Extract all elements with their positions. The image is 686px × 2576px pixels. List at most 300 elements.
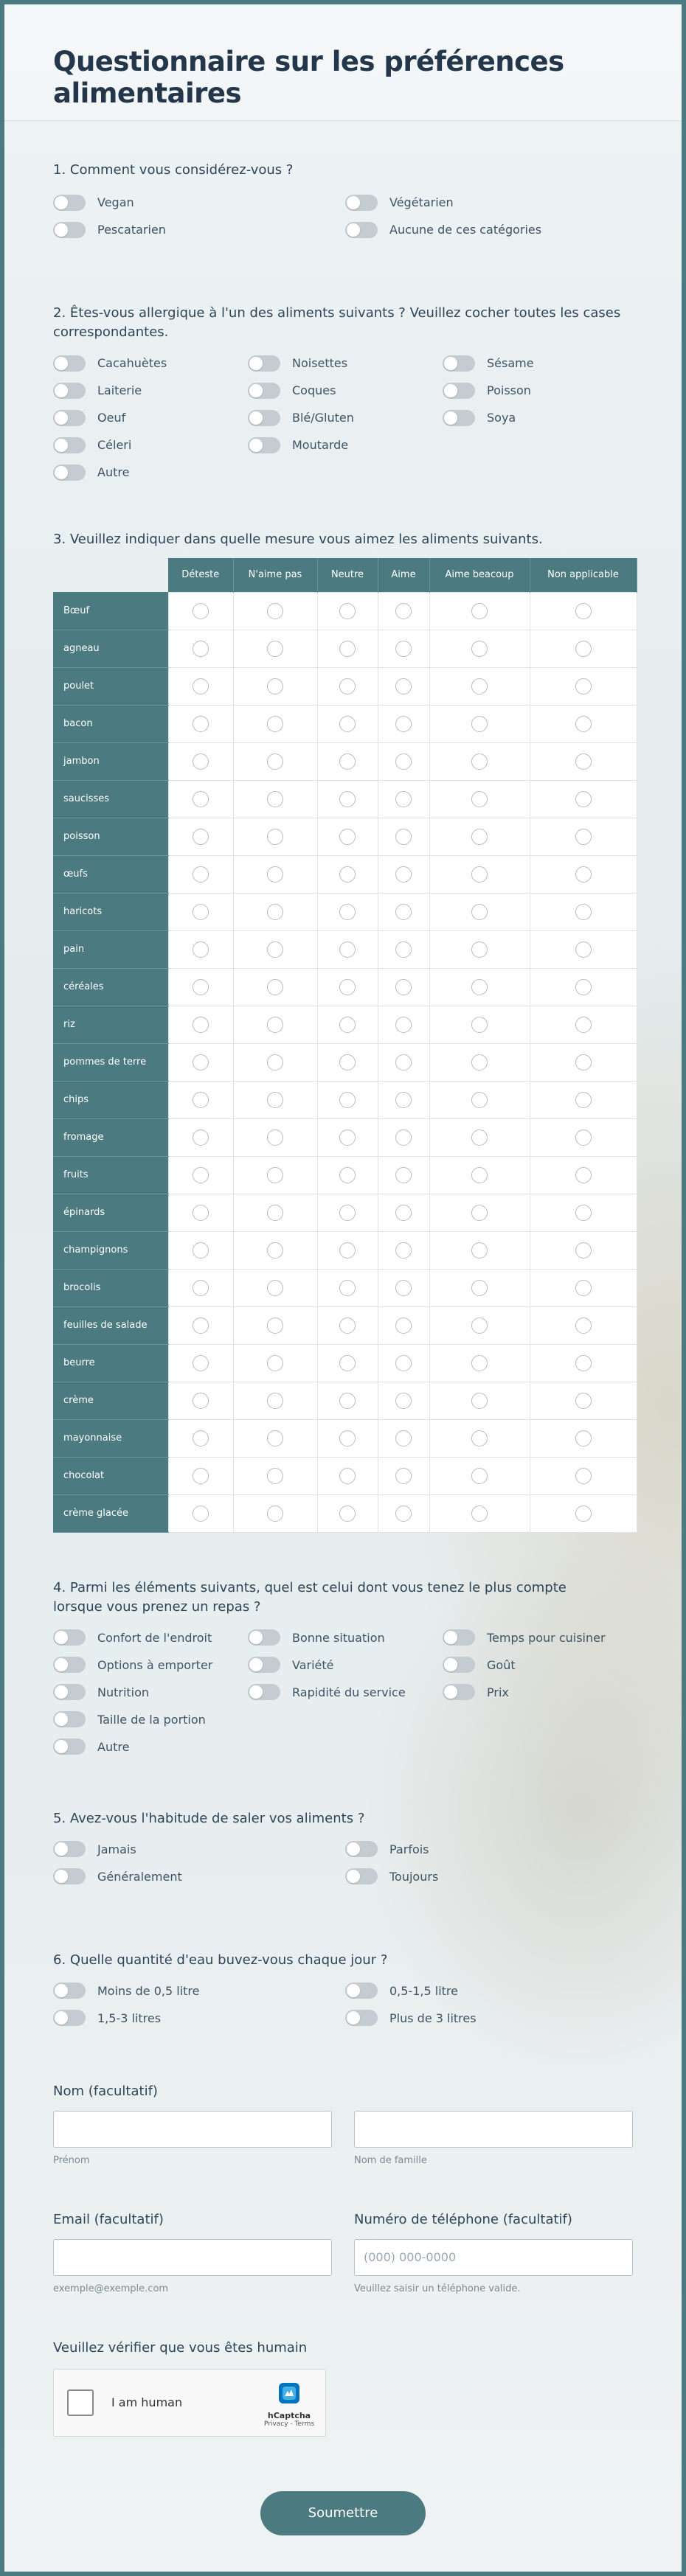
radio-button-icon[interactable] bbox=[471, 1317, 488, 1334]
option-prix[interactable] bbox=[443, 1679, 637, 1706]
radio-button-icon[interactable] bbox=[267, 678, 283, 695]
matrix-cell bbox=[378, 1043, 429, 1081]
matrix-row-label: chips bbox=[53, 1081, 168, 1118]
radio-button-icon[interactable] bbox=[575, 1468, 592, 1484]
radio-button-icon[interactable] bbox=[395, 1355, 412, 1371]
matrix-cell bbox=[168, 1118, 233, 1156]
radio-button-icon[interactable] bbox=[193, 641, 209, 657]
radio-button-icon[interactable] bbox=[339, 1468, 356, 1484]
radio-button-icon[interactable] bbox=[193, 753, 209, 770]
radio-button-icon[interactable] bbox=[575, 1430, 592, 1447]
matrix-cell bbox=[530, 705, 637, 742]
radio-button-icon[interactable] bbox=[575, 1092, 592, 1108]
option-taille-portion[interactable] bbox=[53, 1706, 248, 1733]
radio-button-icon[interactable] bbox=[339, 603, 356, 619]
radio-button-icon[interactable] bbox=[471, 1054, 488, 1071]
radio-button-icon[interactable] bbox=[193, 1205, 209, 1221]
matrix-cell bbox=[233, 1382, 317, 1419]
radio-button-icon[interactable] bbox=[193, 1017, 209, 1033]
matrix-row bbox=[53, 1156, 637, 1194]
matrix-cell bbox=[317, 893, 378, 930]
toggle-switch-icon[interactable] bbox=[443, 1657, 475, 1673]
radio-button-icon[interactable] bbox=[471, 678, 488, 695]
matrix-cell bbox=[233, 705, 317, 742]
email-field[interactable] bbox=[53, 2239, 332, 2276]
radio-button-icon[interactable] bbox=[193, 1242, 209, 1259]
matrix-cell bbox=[233, 1306, 317, 1344]
matrix-header-row bbox=[53, 558, 637, 592]
matrix-cell bbox=[168, 1194, 233, 1231]
radio-button-icon[interactable] bbox=[339, 1505, 356, 1522]
option-oeuf[interactable] bbox=[53, 404, 248, 431]
radio-button-icon[interactable] bbox=[575, 866, 592, 883]
option-plus-3[interactable] bbox=[345, 2005, 637, 2032]
radio-button-icon[interactable] bbox=[575, 1355, 592, 1371]
submit-button[interactable]: Soumettre bbox=[260, 2491, 426, 2535]
option-coques[interactable] bbox=[248, 377, 443, 404]
matrix-cell bbox=[378, 1494, 429, 1532]
radio-button-icon[interactable] bbox=[193, 678, 209, 695]
matrix-cell bbox=[317, 930, 378, 968]
page-title: Questionnaire sur les préférences alimentaires bbox=[53, 46, 564, 109]
radio-button-icon[interactable] bbox=[575, 904, 592, 920]
option-confort[interactable] bbox=[53, 1624, 248, 1651]
matrix-row-label: crème glacée bbox=[53, 1494, 168, 1532]
radio-button-icon[interactable] bbox=[575, 1054, 592, 1071]
matrix-row bbox=[53, 968, 637, 1006]
matrix-cell bbox=[317, 818, 378, 855]
matrix-row bbox=[53, 1043, 637, 1081]
option-parfois[interactable] bbox=[345, 1836, 637, 1863]
first-name-input[interactable] bbox=[53, 2111, 332, 2148]
radio-button-icon[interactable] bbox=[395, 1129, 412, 1146]
radio-button-icon[interactable] bbox=[193, 979, 209, 995]
radio-button-icon[interactable] bbox=[193, 1505, 209, 1522]
matrix-row-label: œufs bbox=[53, 855, 168, 893]
radio-button-icon[interactable] bbox=[575, 829, 592, 845]
toggle-switch-icon[interactable] bbox=[248, 383, 280, 399]
toggle-switch-icon[interactable] bbox=[345, 1868, 378, 1884]
radio-button-icon[interactable] bbox=[193, 1092, 209, 1108]
toggle-switch-icon[interactable] bbox=[53, 1657, 86, 1673]
matrix-cell bbox=[378, 1382, 429, 1419]
radio-button-icon[interactable] bbox=[395, 941, 412, 958]
radio-button-icon[interactable] bbox=[339, 979, 356, 995]
matrix-cell bbox=[317, 1118, 378, 1156]
radio-button-icon[interactable] bbox=[471, 979, 488, 995]
radio-button-icon[interactable] bbox=[575, 1280, 592, 1296]
radio-button-icon[interactable] bbox=[575, 1242, 592, 1259]
toggle-switch-icon[interactable] bbox=[443, 383, 475, 399]
matrix-row bbox=[53, 855, 637, 893]
matrix-cell bbox=[530, 930, 637, 968]
toggle-switch-icon[interactable] bbox=[443, 355, 475, 372]
option-rapidite[interactable] bbox=[248, 1679, 443, 1706]
radio-button-icon[interactable] bbox=[471, 1129, 488, 1146]
option-label: Aucune de ces catégories bbox=[389, 223, 542, 237]
question-label: 6. Quelle quantité d'eau buvez-vous chaque jour ? bbox=[53, 1952, 388, 1968]
matrix-row bbox=[53, 1269, 637, 1306]
radio-button-icon[interactable] bbox=[339, 1317, 356, 1334]
radio-button-icon[interactable] bbox=[193, 791, 209, 807]
toggle-switch-icon[interactable] bbox=[345, 2010, 378, 2026]
radio-button-icon[interactable] bbox=[575, 678, 592, 695]
radio-button-icon[interactable] bbox=[395, 1468, 412, 1484]
radio-button-icon[interactable] bbox=[395, 1393, 412, 1409]
option-jamais[interactable] bbox=[53, 1836, 345, 1863]
radio-button-icon[interactable] bbox=[339, 1242, 356, 1259]
option-aucune[interactable] bbox=[345, 216, 637, 243]
matrix-cell bbox=[168, 855, 233, 893]
option-gout[interactable] bbox=[443, 1651, 637, 1679]
option-autre[interactable] bbox=[53, 1733, 248, 1761]
radio-button-icon[interactable] bbox=[339, 1205, 356, 1221]
matrix-column-header: N'aime pas bbox=[233, 558, 317, 592]
option-vegan[interactable] bbox=[53, 189, 345, 216]
radio-button-icon[interactable] bbox=[267, 1505, 283, 1522]
matrix-corner bbox=[53, 558, 168, 592]
radio-button-icon[interactable] bbox=[575, 1129, 592, 1146]
radio-button-icon[interactable] bbox=[267, 1355, 283, 1371]
radio-button-icon[interactable] bbox=[339, 1092, 356, 1108]
matrix-cell bbox=[378, 630, 429, 667]
radio-button-icon[interactable] bbox=[471, 866, 488, 883]
radio-button-icon[interactable] bbox=[395, 753, 412, 770]
radio-button-icon[interactable] bbox=[471, 1393, 488, 1409]
radio-button-icon[interactable] bbox=[471, 904, 488, 920]
toggle-switch-icon[interactable] bbox=[53, 1841, 86, 1857]
matrix-cell bbox=[378, 1156, 429, 1194]
radio-button-icon[interactable] bbox=[575, 941, 592, 958]
radio-button-icon[interactable] bbox=[471, 941, 488, 958]
matrix-cell bbox=[168, 1344, 233, 1382]
matrix-cell bbox=[530, 1344, 637, 1382]
matrix-row bbox=[53, 1419, 637, 1457]
matrix-row bbox=[53, 667, 637, 705]
matrix-cell bbox=[530, 667, 637, 705]
radio-button-icon[interactable] bbox=[339, 1393, 356, 1409]
radio-button-icon[interactable] bbox=[395, 1092, 412, 1108]
radio-button-icon[interactable] bbox=[267, 791, 283, 807]
captcha-links[interactable]: Privacy - Terms bbox=[263, 2420, 315, 2428]
radio-button-icon[interactable] bbox=[471, 1242, 488, 1259]
radio-button-icon[interactable] bbox=[267, 753, 283, 770]
radio-button-icon[interactable] bbox=[267, 1242, 283, 1259]
toggle-switch-icon[interactable] bbox=[443, 1629, 475, 1646]
toggle-switch-icon[interactable] bbox=[53, 1983, 86, 1999]
radio-button-icon[interactable] bbox=[339, 678, 356, 695]
radio-button-icon[interactable] bbox=[193, 829, 209, 845]
radio-button-icon[interactable] bbox=[193, 1317, 209, 1334]
option-bonne-situation[interactable] bbox=[248, 1624, 443, 1651]
radio-button-icon[interactable] bbox=[395, 678, 412, 695]
toggle-switch-icon[interactable] bbox=[443, 1684, 475, 1700]
radio-button-icon[interactable] bbox=[395, 979, 412, 995]
radio-button-icon[interactable] bbox=[339, 1167, 356, 1183]
matrix-cell bbox=[378, 1231, 429, 1269]
matrix-cell bbox=[233, 1043, 317, 1081]
captcha-checkbox[interactable] bbox=[67, 2389, 94, 2416]
matrix-cell bbox=[429, 1043, 530, 1081]
option-soya[interactable] bbox=[443, 404, 637, 431]
toggle-switch-icon[interactable] bbox=[53, 410, 86, 426]
radio-button-icon[interactable] bbox=[471, 641, 488, 657]
radio-button-icon[interactable] bbox=[395, 1242, 412, 1259]
radio-button-icon[interactable] bbox=[267, 904, 283, 920]
radio-button-icon[interactable] bbox=[267, 716, 283, 732]
radio-button-icon[interactable] bbox=[339, 716, 356, 732]
radio-button-icon[interactable] bbox=[395, 1017, 412, 1033]
toggle-switch-icon[interactable] bbox=[248, 355, 280, 372]
matrix-cell bbox=[168, 780, 233, 818]
radio-button-icon[interactable] bbox=[471, 1280, 488, 1296]
radio-button-icon[interactable] bbox=[471, 1167, 488, 1183]
radio-button-icon[interactable] bbox=[471, 1430, 488, 1447]
radio-button-icon[interactable] bbox=[395, 1054, 412, 1071]
radio-button-icon[interactable] bbox=[339, 1054, 356, 1071]
radio-button-icon[interactable] bbox=[471, 1017, 488, 1033]
toggle-switch-icon[interactable] bbox=[53, 1868, 86, 1884]
radio-button-icon[interactable] bbox=[339, 866, 356, 883]
radio-button-icon[interactable] bbox=[193, 1167, 209, 1183]
radio-button-icon[interactable] bbox=[193, 904, 209, 920]
radio-button-icon[interactable] bbox=[193, 1054, 209, 1071]
toggle-switch-icon[interactable] bbox=[248, 1684, 280, 1700]
radio-button-icon[interactable] bbox=[267, 829, 283, 845]
radio-button-icon[interactable] bbox=[575, 1505, 592, 1522]
option-temps-cuisiner[interactable] bbox=[443, 1624, 637, 1651]
toggle-switch-icon[interactable] bbox=[53, 1629, 86, 1646]
radio-button-icon[interactable] bbox=[395, 603, 412, 619]
radio-button-icon[interactable] bbox=[575, 1393, 592, 1409]
matrix-cell bbox=[530, 1231, 637, 1269]
option-label: Laiterie bbox=[97, 383, 142, 397]
matrix-cell bbox=[233, 1419, 317, 1457]
toggle-switch-icon[interactable] bbox=[248, 410, 280, 426]
toggle-switch-icon[interactable] bbox=[345, 1841, 378, 1857]
matrix-row-label: fruits bbox=[53, 1156, 168, 1194]
matrix-cell bbox=[429, 1118, 530, 1156]
matrix-cell bbox=[530, 1306, 637, 1344]
radio-button-icon[interactable] bbox=[339, 641, 356, 657]
radio-button-icon[interactable] bbox=[339, 1355, 356, 1371]
option-cacahuetes[interactable] bbox=[53, 349, 248, 377]
matrix-cell bbox=[429, 667, 530, 705]
matrix-row bbox=[53, 780, 637, 818]
radio-button-icon[interactable] bbox=[193, 1280, 209, 1296]
radio-button-icon[interactable] bbox=[395, 1167, 412, 1183]
radio-button-icon[interactable] bbox=[471, 1092, 488, 1108]
last-name-sublabel: Nom de famille bbox=[354, 2154, 427, 2166]
first-name-sublabel: Prénom bbox=[53, 2154, 90, 2166]
option-noisettes[interactable] bbox=[248, 349, 443, 377]
radio-button-icon[interactable] bbox=[193, 716, 209, 732]
toggle-switch-icon[interactable] bbox=[345, 1983, 378, 1999]
radio-button-icon[interactable] bbox=[395, 1505, 412, 1522]
radio-button-icon[interactable] bbox=[471, 1205, 488, 1221]
radio-button-icon[interactable] bbox=[267, 1054, 283, 1071]
radio-button-icon[interactable] bbox=[575, 1205, 592, 1221]
field-label: Email (facultatif) bbox=[53, 2211, 164, 2227]
toggle-switch-icon[interactable] bbox=[53, 2010, 86, 2026]
toggle-switch-icon[interactable] bbox=[53, 195, 86, 211]
toggle-switch-icon[interactable] bbox=[53, 1711, 86, 1727]
toggle-switch-icon[interactable] bbox=[53, 355, 86, 372]
radio-button-icon[interactable] bbox=[267, 941, 283, 958]
radio-button-icon[interactable] bbox=[575, 603, 592, 619]
hcaptcha-logo-icon bbox=[274, 2378, 304, 2408]
option-variete[interactable] bbox=[248, 1651, 443, 1679]
option-generalement[interactable] bbox=[53, 1863, 345, 1890]
radio-button-icon[interactable] bbox=[471, 716, 488, 732]
toggle-switch-icon[interactable] bbox=[443, 410, 475, 426]
radio-button-icon[interactable] bbox=[267, 1393, 283, 1409]
radio-button-icon[interactable] bbox=[471, 753, 488, 770]
radio-button-icon[interactable] bbox=[193, 1355, 209, 1371]
option-emporter[interactable] bbox=[53, 1651, 248, 1679]
radio-button-icon[interactable] bbox=[471, 791, 488, 807]
radio-button-icon[interactable] bbox=[395, 866, 412, 883]
question-label: 3. Veuillez indiquer dans quelle mesure vous aimez les aliments suivants. bbox=[53, 532, 543, 547]
option-ble-gluten[interactable] bbox=[248, 404, 443, 431]
matrix-cell bbox=[378, 705, 429, 742]
radio-button-icon[interactable] bbox=[193, 941, 209, 958]
matrix-row bbox=[53, 742, 637, 780]
radio-button-icon[interactable] bbox=[575, 791, 592, 807]
radio-button-icon[interactable] bbox=[193, 603, 209, 619]
radio-button-icon[interactable] bbox=[395, 791, 412, 807]
options-list bbox=[53, 1624, 633, 1761]
radio-button-icon[interactable] bbox=[395, 641, 412, 657]
radio-button-icon[interactable] bbox=[471, 829, 488, 845]
radio-button-icon[interactable] bbox=[339, 1129, 356, 1146]
radio-button-icon[interactable] bbox=[471, 1505, 488, 1522]
radio-button-icon[interactable] bbox=[267, 1430, 283, 1447]
radio-button-icon[interactable] bbox=[339, 1017, 356, 1033]
radio-button-icon[interactable] bbox=[267, 1317, 283, 1334]
radio-button-icon[interactable] bbox=[267, 1092, 283, 1108]
radio-button-icon[interactable] bbox=[339, 1280, 356, 1296]
matrix-row-label: Bœuf bbox=[53, 592, 168, 630]
matrix-cell bbox=[378, 1081, 429, 1118]
toggle-switch-icon[interactable] bbox=[345, 222, 378, 238]
radio-button-icon[interactable] bbox=[193, 1393, 209, 1409]
last-name-input[interactable] bbox=[354, 2111, 633, 2148]
matrix-cell bbox=[378, 1269, 429, 1306]
question-3 bbox=[53, 530, 633, 1533]
option-sesame[interactable] bbox=[443, 349, 637, 377]
matrix-row-label: feuilles de salade bbox=[53, 1306, 168, 1344]
matrix-row-label: mayonnaise bbox=[53, 1419, 168, 1457]
radio-button-icon[interactable] bbox=[339, 791, 356, 807]
option-vegetarien[interactable] bbox=[345, 189, 637, 216]
option-laiterie[interactable] bbox=[53, 377, 248, 404]
radio-button-icon[interactable] bbox=[575, 641, 592, 657]
radio-button-icon[interactable] bbox=[339, 1430, 356, 1447]
radio-button-icon[interactable] bbox=[193, 1129, 209, 1146]
radio-button-icon[interactable] bbox=[339, 753, 356, 770]
radio-button-icon[interactable] bbox=[267, 866, 283, 883]
option-15-3[interactable] bbox=[53, 2005, 345, 2032]
radio-button-icon[interactable] bbox=[267, 1205, 283, 1221]
option-moins-05[interactable] bbox=[53, 1977, 345, 2005]
matrix-row bbox=[53, 1006, 637, 1043]
radio-button-icon[interactable] bbox=[339, 941, 356, 958]
radio-button-icon[interactable] bbox=[395, 829, 412, 845]
radio-button-icon[interactable] bbox=[267, 603, 283, 619]
radio-button-icon[interactable] bbox=[193, 866, 209, 883]
radio-button-icon[interactable] bbox=[575, 1317, 592, 1334]
radio-button-icon[interactable] bbox=[193, 1468, 209, 1484]
radio-button-icon[interactable] bbox=[575, 753, 592, 770]
radio-button-icon[interactable] bbox=[267, 1017, 283, 1033]
toggle-switch-icon[interactable] bbox=[248, 1657, 280, 1673]
radio-button-icon[interactable] bbox=[395, 1430, 412, 1447]
radio-button-icon[interactable] bbox=[267, 979, 283, 995]
matrix-cell bbox=[429, 1156, 530, 1194]
phone-field[interactable] bbox=[354, 2239, 633, 2276]
matrix-cell bbox=[378, 742, 429, 780]
radio-button-icon[interactable] bbox=[575, 716, 592, 732]
radio-button-icon[interactable] bbox=[395, 716, 412, 732]
matrix-cell bbox=[429, 1006, 530, 1043]
radio-button-icon[interactable] bbox=[267, 1468, 283, 1484]
radio-button-icon[interactable] bbox=[395, 1317, 412, 1334]
toggle-switch-icon[interactable] bbox=[248, 1629, 280, 1646]
radio-button-icon[interactable] bbox=[471, 1355, 488, 1371]
matrix-cell bbox=[168, 1156, 233, 1194]
option-autre[interactable] bbox=[53, 459, 248, 486]
radio-button-icon[interactable] bbox=[395, 1205, 412, 1221]
option-pescatarien[interactable] bbox=[53, 216, 345, 243]
toggle-switch-icon[interactable] bbox=[53, 222, 86, 238]
radio-button-icon[interactable] bbox=[575, 1017, 592, 1033]
option-moutarde[interactable] bbox=[248, 431, 443, 459]
matrix-cell bbox=[317, 1494, 378, 1532]
toggle-switch-icon[interactable] bbox=[53, 383, 86, 399]
option-label: Autre bbox=[97, 465, 130, 479]
radio-button-icon[interactable] bbox=[575, 1167, 592, 1183]
option-nutrition[interactable] bbox=[53, 1679, 248, 1706]
toggle-switch-icon[interactable] bbox=[53, 437, 86, 453]
radio-button-icon[interactable] bbox=[267, 641, 283, 657]
toggle-switch-icon[interactable] bbox=[53, 1738, 86, 1755]
radio-button-icon[interactable] bbox=[339, 829, 356, 845]
radio-button-icon[interactable] bbox=[471, 1468, 488, 1484]
radio-button-icon[interactable] bbox=[267, 1280, 283, 1296]
radio-button-icon[interactable] bbox=[395, 1280, 412, 1296]
radio-button-icon[interactable] bbox=[267, 1129, 283, 1146]
option-toujours[interactable] bbox=[345, 1863, 637, 1890]
option-celeri[interactable] bbox=[53, 431, 248, 459]
toggle-switch-icon[interactable] bbox=[53, 464, 86, 481]
toggle-switch-icon[interactable] bbox=[248, 437, 280, 453]
radio-button-icon[interactable] bbox=[575, 979, 592, 995]
matrix-cell bbox=[378, 667, 429, 705]
toggle-switch-icon[interactable] bbox=[53, 1684, 86, 1700]
question-label: 4. Parmi les éléments suivants, quel est celui dont vous tenez le plus compte lorsque vous prenez un repas ? bbox=[53, 1579, 567, 1615]
toggle-switch-icon[interactable] bbox=[345, 195, 378, 211]
matrix-cell bbox=[429, 592, 530, 630]
field-label: Numéro de téléphone (facultatif) bbox=[354, 2211, 572, 2227]
radio-button-icon[interactable] bbox=[339, 904, 356, 920]
radio-button-icon[interactable] bbox=[267, 1167, 283, 1183]
option-05-15[interactable] bbox=[345, 1977, 637, 2005]
radio-button-icon[interactable] bbox=[471, 603, 488, 619]
option-poisson[interactable] bbox=[443, 377, 637, 404]
radio-button-icon[interactable] bbox=[395, 904, 412, 920]
radio-button-icon[interactable] bbox=[193, 1430, 209, 1447]
